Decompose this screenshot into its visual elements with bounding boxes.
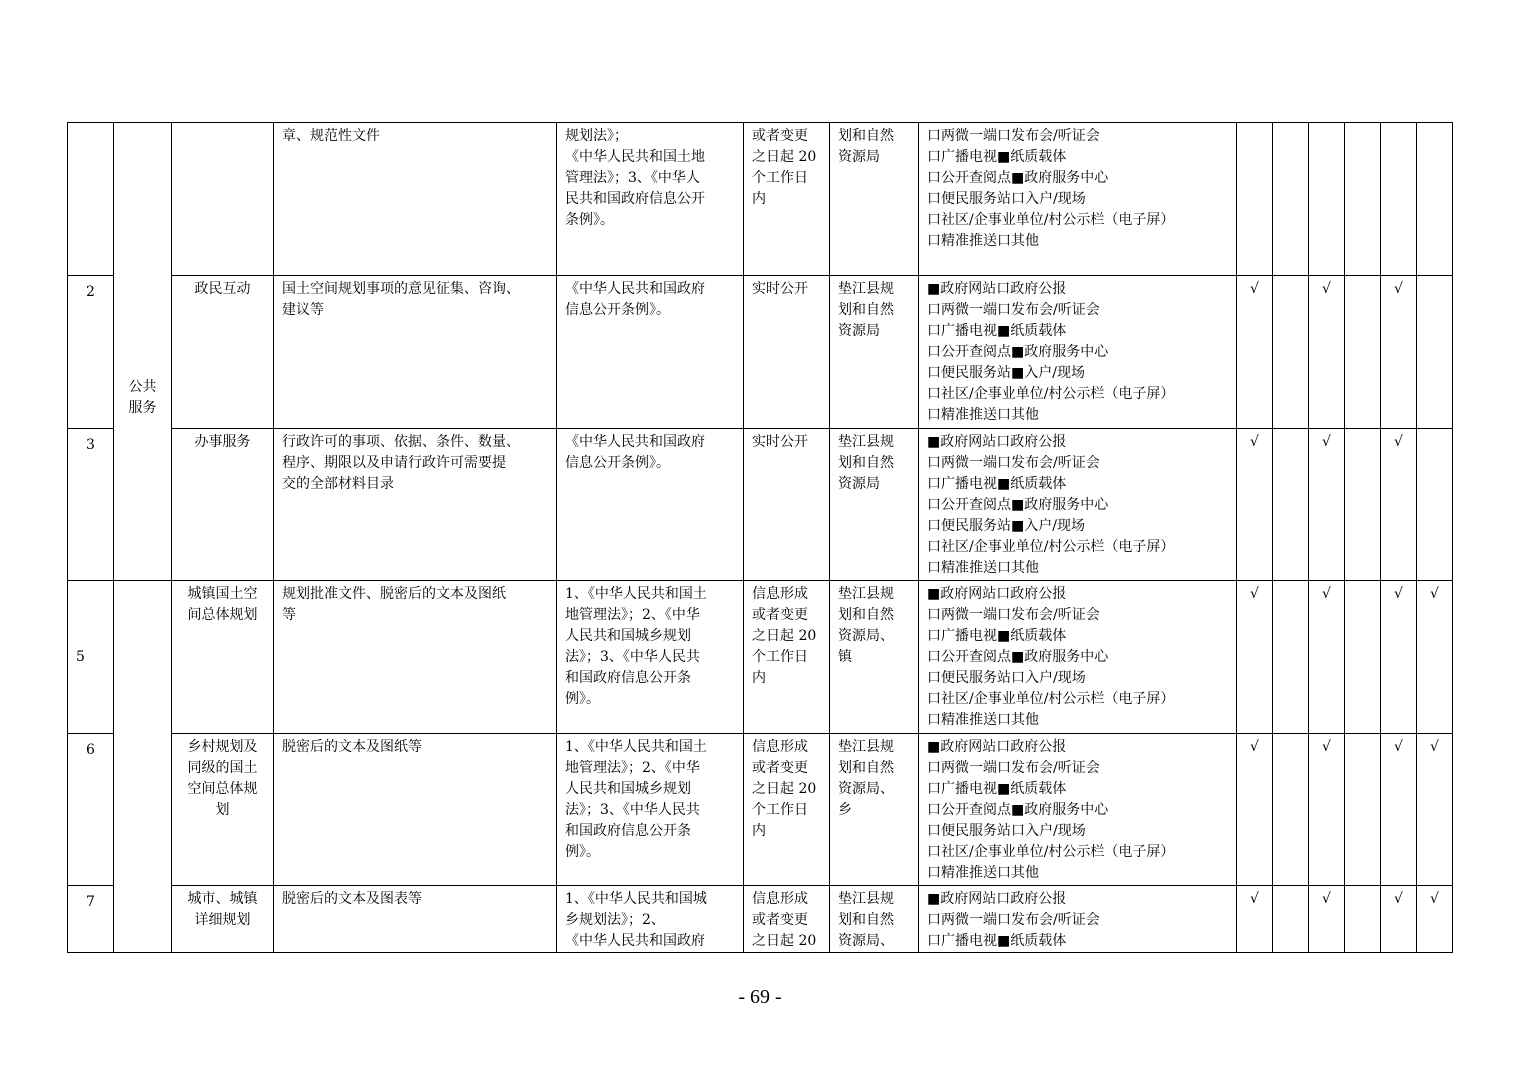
disclosure-channels [919,276,1237,429]
check-mark [1345,123,1381,276]
item-name-line: 同级的国土 [187,760,258,776]
disclosure-content-line: 章、规范性文件 [282,128,380,144]
disclosure-channels-line: 口公开查阅点■政府服务中心 [927,170,1109,186]
responsible-agency [830,581,919,734]
legal-basis-line: 1、《中华人民共和国城 [565,891,707,907]
check-mark [1345,581,1381,734]
table-row [68,581,1453,734]
check-mark [1273,276,1309,429]
disclosure-content-line: 国土空间规划事项的意见征集、咨询、 [282,281,520,297]
disclosure-time-line: 内 [752,823,766,839]
legal-basis-line: 规划法》； [565,128,628,144]
item-name-line: 空间总体规 [187,781,258,797]
responsible-agency [830,886,919,953]
legal-basis-line: 1、《中华人民共和国土 [565,586,707,602]
responsible-agency-line: 划和自然 [838,455,894,471]
disclosure-content [274,734,557,886]
disclosure-channels-line: 口便民服务站口入户/现场 [927,670,1086,686]
legal-basis [557,123,744,276]
disclosure-time-line: 内 [752,191,766,207]
responsible-agency-line: 垫江县规 [838,586,894,602]
disclosure-channels [919,886,1237,953]
legal-basis-line: 人民共和国城乡规划 [565,781,691,797]
disclosure-time-line: 之日起 20 [752,781,817,797]
responsible-agency [830,429,919,581]
responsible-agency-line: 划和自然 [838,302,894,318]
check-mark: √ [1237,886,1273,953]
responsible-agency-line: 乡 [838,802,852,818]
legal-basis-line: 《中华人民共和国土地 [565,149,705,165]
check-mark [1273,886,1309,953]
responsible-agency [830,276,919,429]
responsible-agency-line: 划和自然 [838,128,894,144]
disclosure-channels-line: 口两微一端口发布会/听证会 [927,302,1100,318]
check-mark: √ [1237,734,1273,886]
legal-basis-line: 人民共和国城乡规划 [565,628,691,644]
check-mark: √ [1237,429,1273,581]
disclosure-channels-line: 口精准推送口其他 [927,233,1039,249]
disclosure-content-line: 行政许可的事项、依据、条件、数量、 [282,434,520,450]
responsible-agency-line: 资源局 [838,149,880,165]
legal-basis-line: 例》。 [565,691,600,707]
item-name [172,581,274,734]
disclosure-channels-line: 口两微一端口发布会/听证会 [927,455,1100,471]
check-mark [1381,123,1417,276]
legal-basis-line: 《中华人民共和国政府 [565,434,705,450]
legal-basis [557,886,744,953]
table-row [68,886,1453,953]
disclosure-channels-line: 口广播电视■纸质载体 [927,628,1067,644]
check-mark: √ [1309,886,1345,953]
responsible-agency [830,734,919,886]
legal-basis-line: 地管理法》；2、《中华 [565,760,700,776]
legal-basis-line: 条例》。 [565,212,614,228]
responsible-agency-line: 划和自然 [838,760,894,776]
sequence-number: 3 [68,429,114,581]
item-name-line: 详细规划 [194,912,251,928]
item-name [172,886,274,953]
legal-basis-line: 例》。 [565,844,600,860]
responsible-agency-line: 垫江县规 [838,281,894,297]
check-mark: √ [1381,581,1417,734]
disclosure-channels-line: 口便民服务站■入户/现场 [927,365,1085,381]
item-name-line: 城镇国土空 [187,586,258,602]
legal-basis-line: 民共和国政府信息公开 [565,191,705,207]
check-mark [1417,429,1453,581]
page-number: - 69 - [738,986,782,1008]
disclosure-channels-line: ■政府网站口政府公报 [927,434,1067,450]
responsible-agency-line: 资源局、 [838,781,894,797]
disclosure-content-line: 脱密后的文本及图表等 [282,891,422,907]
disclosure-content-line: 建议等 [282,302,324,318]
check-mark [1417,123,1453,276]
disclosure-time-line: 个工作日 [752,802,808,818]
check-mark [1417,276,1453,429]
check-mark [1273,734,1309,886]
check-mark: √ [1381,886,1417,953]
legal-basis-line: 和国政府信息公开条 [565,823,691,839]
disclosure-channels-line: 口两微一端口发布会/听证会 [927,912,1100,928]
disclosure-time-line: 个工作日 [752,649,808,665]
legal-basis [557,581,744,734]
disclosure-time-line: 信息形成 [752,739,808,755]
disclosure-channels-line: ■政府网站口政府公报 [927,586,1067,602]
disclosure-channels-line: 口精准推送口其他 [927,712,1039,728]
legal-basis-line: 法》；3、《中华人民共 [565,649,700,665]
check-mark: √ [1381,276,1417,429]
disclosure-channels-line: 口精准推送口其他 [927,865,1039,881]
disclosure-channels-line: 口社区/企事业单位/村公示栏（电子屏） [927,212,1175,228]
responsible-agency-line: 资源局、 [838,933,894,949]
check-mark: √ [1309,276,1345,429]
disclosure-time-line: 信息形成 [752,586,808,602]
category-label: 公共 [128,378,157,395]
table-row [68,276,1453,429]
disclosure-channels-line: ■政府网站口政府公报 [927,739,1067,755]
check-mark: √ [1309,581,1345,734]
legal-basis-line: 法》；3、《中华人民共 [565,802,700,818]
check-mark: √ [1309,429,1345,581]
check-mark: √ [1309,734,1345,886]
legal-basis [557,734,744,886]
check-mark [1273,123,1309,276]
responsible-agency-line: 划和自然 [838,912,894,928]
disclosure-channels-line: 口公开查阅点■政府服务中心 [927,344,1109,360]
disclosure-content-line: 规划批准文件、脱密后的文本及图纸 [282,586,506,602]
sequence-number: 5 [68,581,114,734]
disclosure-content [274,886,557,953]
check-mark: √ [1417,581,1453,734]
legal-basis-line: 乡规划法》；2、 [565,912,665,928]
legal-basis-line: 地管理法》；2、《中华 [565,607,700,623]
legal-basis-line: 信息公开条例》。 [565,302,670,318]
disclosure-channels-line: ■政府网站口政府公报 [927,281,1067,297]
legal-basis [557,429,744,581]
disclosure-table [67,122,1453,953]
responsible-agency-line: 资源局、 [838,628,894,644]
responsible-agency-line: 垫江县规 [838,434,894,450]
table-row [68,429,1453,581]
sequence-number: 7 [68,886,114,953]
item-name [172,734,274,886]
disclosure-channels-line: 口广播电视■纸质载体 [927,781,1067,797]
table-row [68,734,1453,886]
check-mark [1309,123,1345,276]
disclosure-channels-line: 口便民服务站口入户/现场 [927,823,1086,839]
disclosure-channels-line: 口社区/企事业单位/村公示栏（电子屏） [927,386,1175,402]
disclosure-channels-line: 口社区/企事业单位/村公示栏（电子屏） [927,691,1175,707]
disclosure-time-line: 之日起 20 [752,149,817,165]
disclosure-channels-line: 口公开查阅点■政府服务中心 [927,802,1109,818]
disclosure-channels-line: ■政府网站口政府公报 [927,891,1067,907]
item-name-line: 乡村规划及 [187,739,258,755]
disclosure-channels-line: 口便民服务站口入户/现场 [927,191,1086,207]
disclosure-time [744,276,830,429]
sequence-number: 6 [68,734,114,886]
disclosure-channels-line: 口社区/企事业单位/村公示栏（电子屏） [927,844,1175,860]
disclosure-content-line: 程序、期限以及申请行政许可需要提 [282,455,506,471]
category-cell [114,123,172,581]
disclosure-channels-line: 口社区/企事业单位/村公示栏（电子屏） [927,539,1175,555]
check-mark [1345,276,1381,429]
item-name [172,123,274,276]
responsible-agency [830,123,919,276]
disclosure-channels [919,734,1237,886]
disclosure-time-line: 或者变更 [752,760,808,776]
disclosure-channels-line: 口公开查阅点■政府服务中心 [927,497,1109,513]
legal-basis-line: 1、《中华人民共和国土 [565,739,707,755]
disclosure-channels [919,581,1237,734]
responsible-agency-line: 划和自然 [838,607,894,623]
disclosure-channels-line: 口广播电视■纸质载体 [927,149,1067,165]
sequence-number [68,123,114,276]
check-mark [1345,734,1381,886]
legal-basis-line: 信息公开条例》。 [565,455,670,471]
disclosure-channels-line: 口广播电视■纸质载体 [927,323,1067,339]
responsible-agency-line: 垫江县规 [838,891,894,907]
disclosure-time [744,429,830,581]
disclosure-time-line: 之日起 20 [752,628,817,644]
disclosure-content [274,581,557,734]
check-mark: √ [1381,429,1417,581]
item-name-line: 间总体规划 [187,607,258,623]
disclosure-channels-line: 口精准推送口其他 [927,560,1039,576]
disclosure-time [744,886,830,953]
item-name [172,429,274,581]
disclosure-time [744,734,830,886]
disclosure-channels-line: 口两微一端口发布会/听证会 [927,760,1100,776]
item-name [172,276,274,429]
disclosure-channels-line: 口广播电视■纸质载体 [927,933,1067,949]
table-row [68,123,1453,276]
check-mark: √ [1237,581,1273,734]
disclosure-time-line: 信息形成 [752,891,808,907]
item-name-line: 政民互动 [194,281,251,297]
legal-basis-line: 《中华人民共和国政府 [565,933,705,949]
disclosure-content [274,276,557,429]
disclosure-channels-line: 口广播电视■纸质载体 [927,476,1067,492]
category-cell [114,581,172,953]
disclosure-channels-line: 口公开查阅点■政府服务中心 [927,649,1109,665]
disclosure-time [744,581,830,734]
disclosure-time-line: 之日起 20 [752,933,817,949]
disclosure-content [274,429,557,581]
legal-basis-line: 管理法》；3、《中华人 [565,170,700,186]
check-mark: √ [1417,886,1453,953]
responsible-agency-line: 垫江县规 [838,739,894,755]
disclosure-time-line: 内 [752,670,766,686]
item-name-line: 划 [215,802,230,818]
check-mark [1345,429,1381,581]
disclosure-time-line: 实时公开 [752,281,808,297]
disclosure-time-line: 或者变更 [752,607,808,623]
disclosure-channels-line: 口便民服务站■入户/现场 [927,518,1085,534]
disclosure-channels [919,123,1237,276]
responsible-agency-line: 资源局 [838,476,880,492]
responsible-agency-line: 镇 [838,649,852,665]
check-mark [1237,123,1273,276]
check-mark [1273,429,1309,581]
category-label: 服务 [128,399,157,416]
disclosure-time-line: 或者变更 [752,912,808,928]
disclosure-time-line: 实时公开 [752,434,808,450]
disclosure-channels-line: 口两微一端口发布会/听证会 [927,128,1100,144]
disclosure-time-line: 或者变更 [752,128,808,144]
disclosure-content-line: 交的全部材料目录 [282,476,394,492]
disclosure-time-line: 个工作日 [752,170,808,186]
sequence-number: 2 [68,276,114,429]
responsible-agency-line: 资源局 [838,323,880,339]
disclosure-channels-line: 口两微一端口发布会/听证会 [927,607,1100,623]
check-mark: √ [1237,276,1273,429]
check-mark [1273,581,1309,734]
disclosure-content-line: 脱密后的文本及图纸等 [282,739,422,755]
disclosure-channels [919,429,1237,581]
legal-basis-line: 和国政府信息公开条 [565,670,691,686]
check-mark: √ [1381,734,1417,886]
legal-basis [557,276,744,429]
item-name-line: 城市、城镇 [187,891,258,907]
disclosure-content-line: 等 [282,607,296,623]
disclosure-content [274,123,557,276]
item-name-line: 办事服务 [194,434,251,450]
check-mark [1345,886,1381,953]
disclosure-time [744,123,830,276]
disclosure-channels-line: 口精准推送口其他 [927,407,1039,423]
check-mark: √ [1417,734,1453,886]
legal-basis-line: 《中华人民共和国政府 [565,281,705,297]
